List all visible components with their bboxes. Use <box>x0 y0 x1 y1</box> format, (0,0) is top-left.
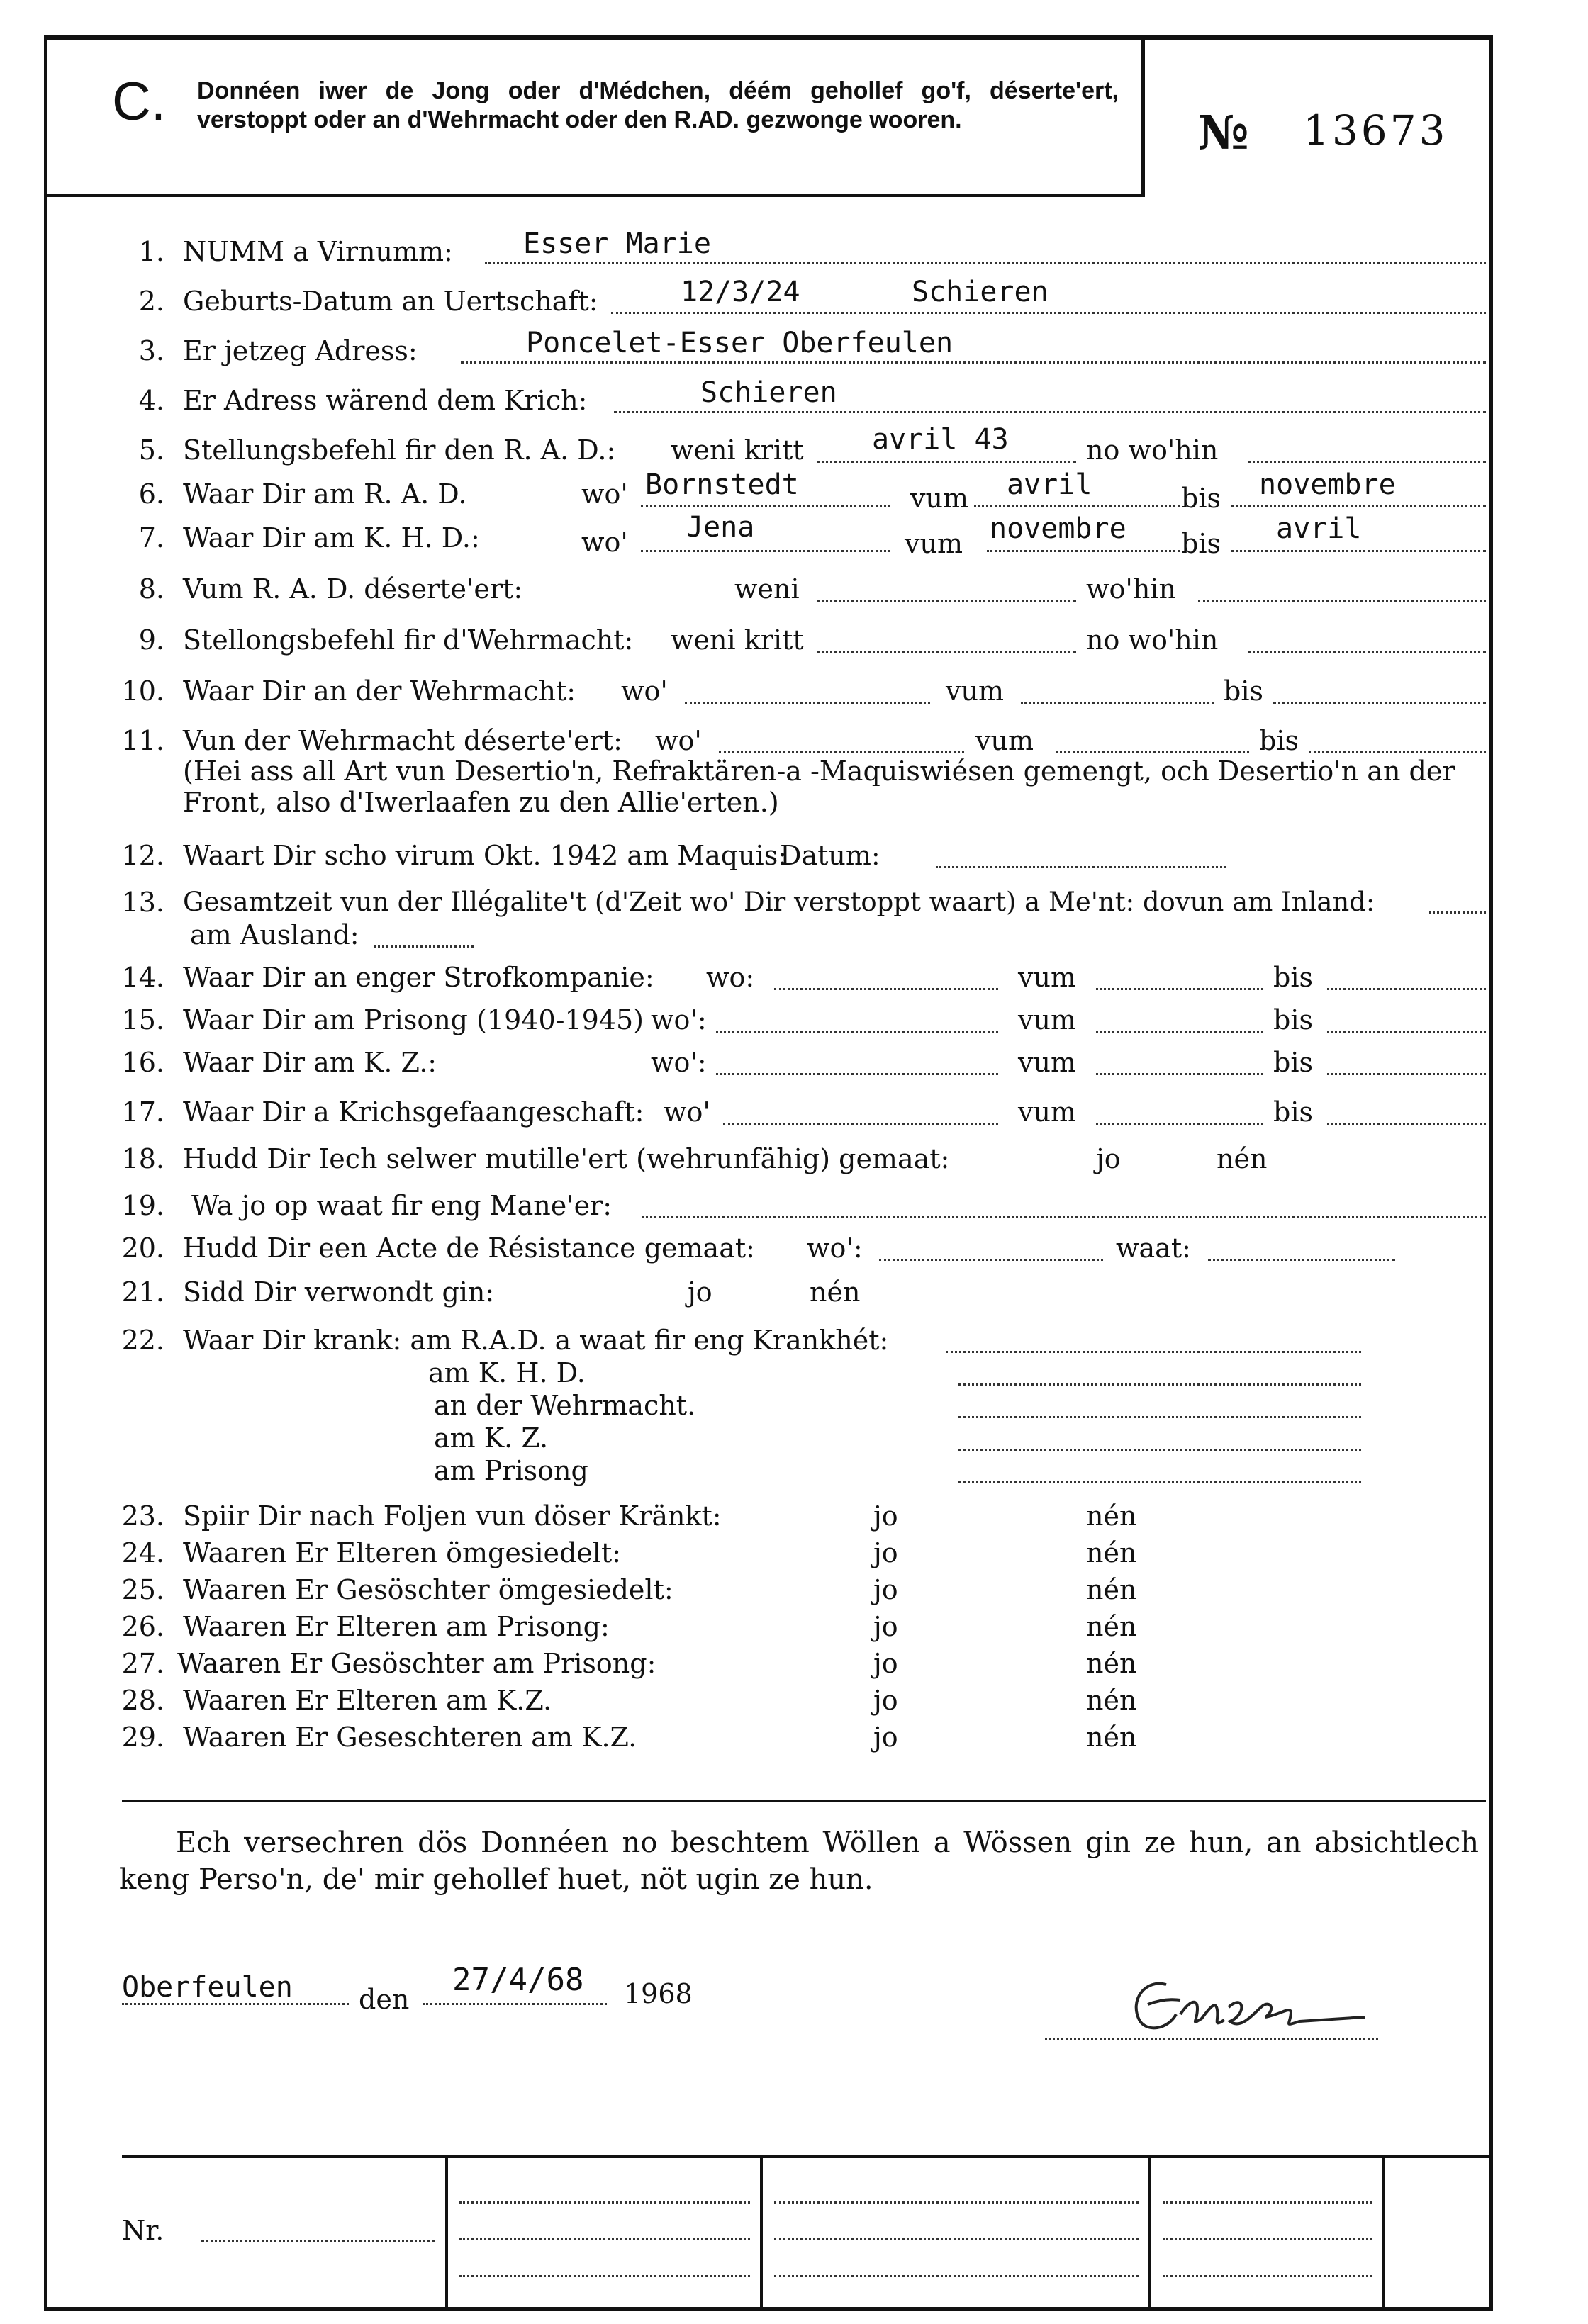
desertion-note: (Hei ass all Art vun Desertio'n, Refraktären-a -Maquiswiésen gemengt, och Desertio'n an der Front, also d'Iwerlaafen zu den Allie'erten.) <box>183 756 1455 818</box>
row-number: 13. <box>121 887 164 918</box>
fill-line <box>1096 988 1263 990</box>
footer-col-divider <box>1148 2156 1151 2311</box>
row-number: 19. <box>121 1190 164 1221</box>
fill-line <box>974 505 1180 507</box>
fill-line <box>1309 751 1486 753</box>
bis-label: bis <box>1273 1096 1313 1128</box>
nen-option[interactable]: nén <box>810 1276 861 1308</box>
den-label: den <box>359 1984 410 2015</box>
fill-line <box>611 312 1486 314</box>
footer-field[interactable] <box>774 2238 1139 2240</box>
row-number: 28. <box>121 1685 164 1716</box>
wo-label: wo' <box>655 725 702 756</box>
wo-label: wo' <box>581 527 628 558</box>
vum-label: vum <box>946 675 1004 707</box>
krank-kz-label: am K. Z. <box>434 1422 549 1454</box>
fill-line <box>946 1351 1361 1353</box>
bis-label: bis <box>1259 725 1299 756</box>
row-label: Hudd Dir een Acte de Résistance gemaat: <box>183 1233 755 1264</box>
row-label: Waar Dir an enger Strofkompanie: <box>183 962 654 993</box>
year-label: 1968 <box>624 1978 693 2009</box>
vum-label: vum <box>975 725 1034 756</box>
row-label: Waaren Er Elteren am K.Z. <box>183 1685 552 1716</box>
jo-option[interactable]: jo <box>873 1537 898 1568</box>
fill-line <box>1021 702 1214 704</box>
row-label: Wa jo op waat fir eng Mane'er: <box>191 1190 613 1221</box>
fill-line <box>774 988 998 990</box>
fill-line <box>1208 1259 1395 1261</box>
fill-line <box>1198 600 1486 602</box>
row-number: 17. <box>121 1096 164 1128</box>
footer-col-divider <box>445 2156 448 2311</box>
fill-line <box>374 945 474 948</box>
khd-from-value[interactable]: novembre <box>990 512 1126 545</box>
row-label: Waar Dir am K. H. D.: <box>183 522 480 554</box>
row-number: 10. <box>121 675 164 707</box>
vum-label: vum <box>1018 1047 1076 1078</box>
wo-label: wo' <box>621 675 668 707</box>
nen-option[interactable]: nén <box>1086 1574 1137 1605</box>
row-label: Sidd Dir verwondt gin: <box>183 1276 495 1308</box>
fill-line <box>958 1383 1361 1386</box>
number-symbol: № <box>1198 105 1249 160</box>
fill-line <box>723 1123 998 1125</box>
row-label: Waar Dir am R. A. D. <box>183 478 467 510</box>
row-label: Waaren Er Gesöschter ömgesiedelt: <box>183 1574 673 1605</box>
row-label: Er Adress wärend dem Krich: <box>183 385 588 416</box>
declaration-text: Ech versechren dös Donnéen no beschtem Wöllen a Wössen gin ze hun, an absichtlech keng Perso'n, de' mir gehollef huet, nöt ugin ze hun. <box>119 1826 1479 1896</box>
signing-date[interactable]: 27/4/68 <box>452 1962 584 1998</box>
footer-field[interactable] <box>459 2201 750 2204</box>
wo-label: wo' <box>581 478 628 510</box>
fill-line <box>716 1073 998 1075</box>
footer-col-divider <box>1382 2156 1385 2311</box>
fill-line <box>1248 461 1486 463</box>
vum-label: vum <box>905 528 963 559</box>
nen-option[interactable]: nén <box>1086 1537 1137 1568</box>
nen-option[interactable]: nén <box>1086 1722 1137 1753</box>
row-label: Waaren Er Gesöschter am Prisong: <box>177 1648 656 1679</box>
row-label: Waaren Er Geseschteren am K.Z. <box>183 1722 637 1753</box>
wohin-label: wo'hin <box>1086 573 1176 605</box>
jo-option[interactable]: jo <box>873 1611 898 1642</box>
fill-line <box>1056 751 1249 753</box>
weni-label: weni <box>734 573 800 605</box>
jo-option[interactable]: jo <box>873 1648 898 1679</box>
row-label: Er jetzeg Adress: <box>183 335 418 366</box>
fill-line <box>1096 1031 1263 1033</box>
footer-field[interactable] <box>459 2238 750 2240</box>
name-value[interactable]: Esser Marie <box>523 228 711 260</box>
fill-line <box>1096 1073 1263 1075</box>
fill-line <box>641 550 890 552</box>
fill-line <box>958 1481 1361 1483</box>
footer-field[interactable] <box>1163 2275 1372 2277</box>
row-number: 2. <box>138 286 164 317</box>
vum-label: vum <box>1018 962 1076 993</box>
fill-line <box>461 361 1486 364</box>
ausland-label: am Ausland: <box>190 919 359 950</box>
footer-col-divider <box>760 2156 763 2311</box>
wohin-label: no wo'hin <box>1086 434 1219 466</box>
row-number: 18. <box>121 1143 164 1174</box>
row-label: Geburts-Datum an Uertschaft: <box>183 286 598 317</box>
fill-line <box>1429 911 1486 914</box>
row-label: Waar Dir an der Wehrmacht: <box>183 675 576 707</box>
footer-field[interactable] <box>1163 2238 1372 2240</box>
birth-date-value[interactable]: 12/3/24 <box>681 276 800 308</box>
fill-line <box>719 751 964 753</box>
fill-line <box>1327 988 1486 990</box>
row-number: 6. <box>138 478 164 510</box>
khd-until-value[interactable]: avril <box>1276 512 1362 545</box>
bis-label: bis <box>1273 962 1313 993</box>
footer-field[interactable] <box>1163 2201 1372 2204</box>
nen-option[interactable]: nén <box>1086 1500 1137 1532</box>
row-number: 21. <box>121 1276 164 1308</box>
fill-line <box>1096 1123 1263 1125</box>
row-number: 22. <box>121 1325 164 1356</box>
vum-label: vum <box>1018 1096 1076 1128</box>
krank-khd-label: am K. H. D. <box>428 1357 586 1388</box>
fill-line <box>614 411 1486 413</box>
row-number: 14. <box>121 962 164 993</box>
weni-label: weni kritt <box>671 624 804 656</box>
fill-line <box>641 505 890 507</box>
fill-line <box>1231 505 1486 507</box>
jo-option[interactable]: jo <box>873 1685 898 1716</box>
row-number: 24. <box>121 1537 164 1568</box>
row-label: Stellungsbefehl fir den R. A. D.: <box>183 434 616 466</box>
row-number: 8. <box>138 573 164 605</box>
bis-label: bis <box>1273 1004 1313 1035</box>
footer-field[interactable] <box>774 2201 1139 2204</box>
row-number: 15. <box>121 1004 164 1035</box>
header-rule <box>44 194 1145 197</box>
section-letter: C. <box>112 72 166 132</box>
wo-label: wo' <box>664 1096 710 1128</box>
row-label: Waaren Er Elteren am Prisong: <box>183 1611 610 1642</box>
fill-line <box>485 262 1486 264</box>
fill-line <box>685 702 930 704</box>
footer-field[interactable] <box>459 2275 750 2277</box>
footer-rule <box>122 2155 1493 2158</box>
wo-label: wo: <box>706 962 755 993</box>
row-label: Spiir Dir nach Foljen vun döser Kränkt: <box>183 1500 722 1532</box>
birth-place-value[interactable]: Schieren <box>912 276 1049 308</box>
row-label: Waar Dir am K. Z.: <box>183 1047 437 1078</box>
row-number: 1. <box>138 236 164 267</box>
form-number: 13673 <box>1303 106 1448 155</box>
row-label: Stellongsbefehl fir d'Wehrmacht: <box>183 624 634 656</box>
fill-line <box>958 1416 1361 1418</box>
fill-line <box>936 866 1226 868</box>
datum-label: Datum: <box>780 840 880 871</box>
fill-line <box>1273 702 1486 704</box>
fill-line <box>958 1449 1361 1451</box>
krank-wehrmacht-label: an der Wehrmacht. <box>434 1390 696 1421</box>
signature-line <box>1045 2038 1378 2040</box>
jo-option[interactable]: jo <box>1096 1143 1121 1174</box>
row-label: Vun der Wehrmacht déserte'ert: <box>183 725 622 756</box>
nen-option[interactable]: nén <box>1086 1685 1137 1716</box>
row-number: 27. <box>121 1648 164 1679</box>
row-number: 25. <box>121 1574 164 1605</box>
fill-line <box>817 651 1076 653</box>
bis-label: bis <box>1181 528 1221 559</box>
vum-label: vum <box>910 483 968 514</box>
row-label: Vum R. A. D. déserte'ert: <box>183 573 523 605</box>
fill-line <box>1231 550 1486 552</box>
wohin-label: no wo'hin <box>1086 624 1219 656</box>
fill-line <box>817 600 1076 602</box>
row-number: 3. <box>138 335 164 366</box>
nen-option[interactable]: nén <box>1086 1611 1137 1642</box>
wo-label: wo': <box>651 1047 707 1078</box>
row-number: 7. <box>138 522 164 554</box>
nen-option[interactable]: nén <box>1217 1143 1268 1174</box>
header-title: Donnéen iwer de Jong oder d'Médchen, déém gehollef go'f, déserte'ert, verstoppt oder an d'Wehrmacht oder den R.AD. gezwonge wooren. <box>197 77 1119 133</box>
fill-line <box>817 461 1076 463</box>
row-label: Hudd Dir Iech selwer mutille'ert (wehrunfähig) gemaat: <box>183 1143 950 1174</box>
vum-label: vum <box>1018 1004 1076 1035</box>
fill-line <box>1327 1073 1486 1075</box>
bis-label: bis <box>1273 1047 1313 1078</box>
fill-line <box>716 1031 998 1033</box>
signature <box>1124 1965 1379 2045</box>
row-label: NUMM a Virnumm: <box>183 236 453 267</box>
row-number: 11. <box>121 725 164 756</box>
rad-order-date-value[interactable]: avril 43 <box>872 423 1009 456</box>
row-number: 9. <box>138 624 164 656</box>
nen-option[interactable]: nén <box>1086 1648 1137 1679</box>
krank-prisong-label: am Prisong <box>434 1455 588 1486</box>
wo-label: wo': <box>651 1004 707 1035</box>
jo-option[interactable]: jo <box>688 1276 712 1308</box>
footer-field[interactable] <box>774 2275 1139 2277</box>
header-separator <box>1141 40 1145 194</box>
jo-option[interactable]: jo <box>873 1722 898 1753</box>
row-number: 12. <box>121 840 164 871</box>
row-number: 4. <box>138 385 164 416</box>
current-address-value[interactable]: Poncelet-Esser Oberfeulen <box>526 327 954 359</box>
fill-line <box>1327 1031 1486 1033</box>
section-divider <box>122 1800 1486 1802</box>
row-number: 5. <box>138 434 164 466</box>
row-label: Waart Dir scho virum Okt. 1942 am Maquis: <box>183 840 788 871</box>
fill-line <box>1327 1123 1486 1125</box>
rad-until-value[interactable]: novembre <box>1259 468 1396 501</box>
signing-place[interactable]: Oberfeulen <box>122 1971 293 2004</box>
row-number: 16. <box>121 1047 164 1078</box>
fill-line <box>642 1216 1486 1218</box>
rad-place-value[interactable]: Bornstedt <box>645 468 799 501</box>
row-label: Waar Dir a Krichsgefaangeschaft: <box>183 1096 644 1128</box>
nr-label: Nr. <box>122 2215 164 2246</box>
waat-label: waat: <box>1116 1233 1191 1264</box>
row-number: 26. <box>121 1611 164 1642</box>
row-label: Waar Dir am Prisong (1940-1945) <box>183 1004 644 1035</box>
bis-label: bis <box>1181 483 1221 514</box>
rad-from-value[interactable]: avril <box>1007 468 1092 501</box>
row-number: 23. <box>121 1500 164 1532</box>
row-label: Waaren Er Elteren ömgesiedelt: <box>183 1537 622 1568</box>
war-address-value[interactable]: Schieren <box>700 376 837 409</box>
wo-label: wo': <box>807 1233 863 1264</box>
weni-label: weni kritt <box>671 434 804 466</box>
fill-line <box>879 1259 1103 1261</box>
bis-label: bis <box>1224 675 1263 707</box>
khd-place-value[interactable]: Jena <box>686 511 755 544</box>
jo-option[interactable]: jo <box>873 1500 898 1532</box>
row-number: 29. <box>121 1722 164 1753</box>
fill-line <box>987 550 1180 552</box>
fill-line <box>423 2003 607 2005</box>
row-label: Waar Dir krank: am R.A.D. a waat fir eng Krankhét: <box>183 1325 889 1356</box>
fill-line <box>1248 651 1486 653</box>
jo-option[interactable]: jo <box>873 1574 898 1605</box>
row-number: 20. <box>121 1233 164 1264</box>
fill-line <box>122 2003 349 2005</box>
nr-field[interactable] <box>201 2240 435 2242</box>
row-label: Gesamtzeit vun der Illégalite't (d'Zeit wo' Dir verstoppt waart) a Me'nt: dovun am Inland: <box>183 887 1375 917</box>
